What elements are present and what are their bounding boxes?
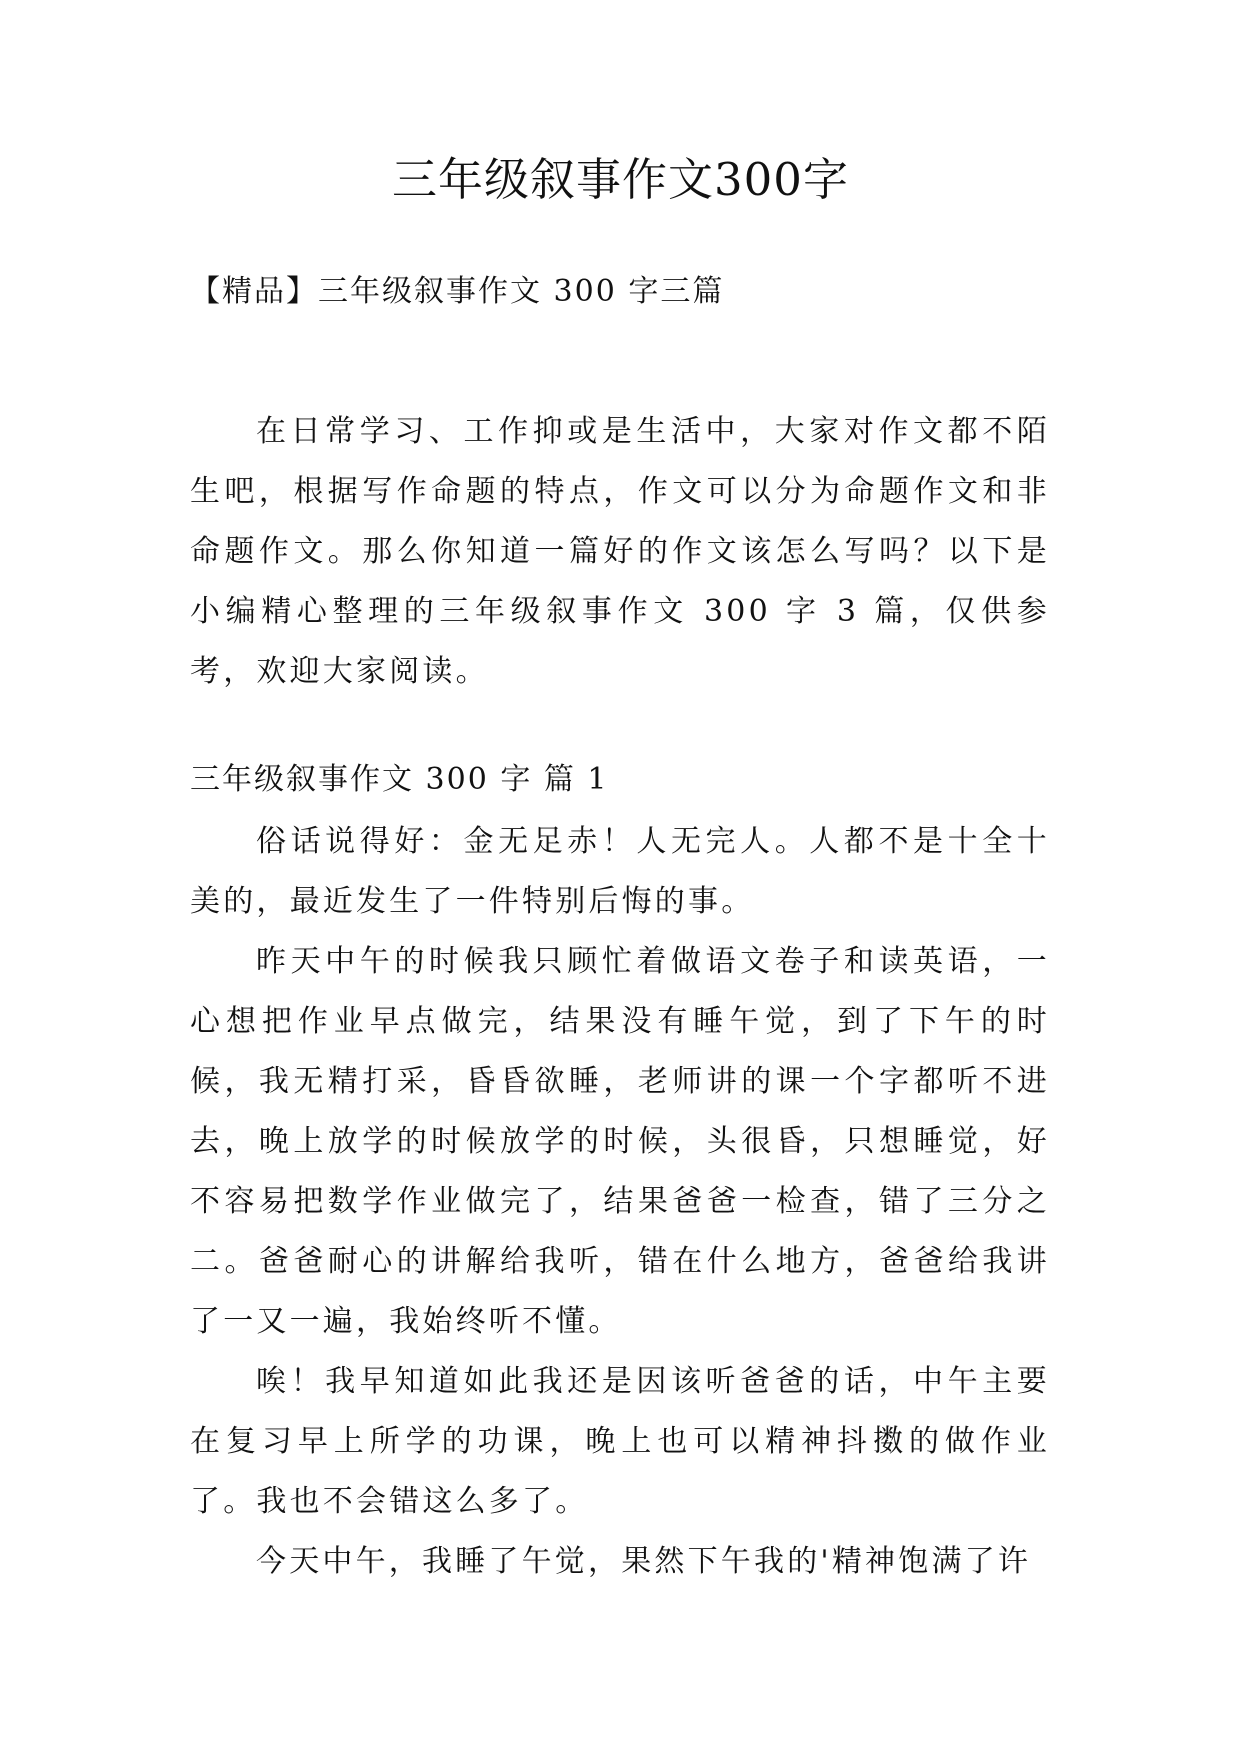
essay-paragraph: 今天中午，我睡了午觉，果然下午我的'精神饱满了许 [256,1544,1032,1579]
document-subtitle: 【精品】三年级叙事作文 300 字三篇 [190,274,725,309]
essay-paragraph: 唉！我早知道如此我还是因该听爸爸的话，中午主要在复习早上所学的功课，晚上也可以精神抖擞的做作业了。我也不会错这么多了。 [190,1364,1050,1519]
essay-body [190,812,1050,1592]
page-title: 三年级叙事作文300字 [392,153,849,206]
section-heading: 三年级叙事作文 300 字 篇 1 [190,762,609,797]
intro-paragraph: 在日常学习、工作抑或是生活中，大家对作文都不陌生吧，根据写作命题的特点，作文可以分为命题作文和非命题作文。那么你知道一篇好的作文该怎么写吗？以下是小编精心整理的三年级叙事作文 300 字 3 篇，仅供参考，欢迎大家阅读。 [190,414,1050,689]
essay-paragraph: 俗话说得好：金无足赤！人无完人。人都不是十全十美的，最近发生了一件特别后悔的事。 [190,824,1050,919]
essay-paragraph: 昨天中午的时候我只顾忙着做语文卷子和读英语，一心想把作业早点做完，结果没有睡午觉，到了下午的时候，我无精打采，昏昏欲睡，老师讲的课一个字都听不进去，晚上放学的时候放学的时候，头很昏，只想睡觉，好不容易把数学作业做完了，结果爸爸一检查，错了三分之二。爸爸耐心的讲解给我听，错在什么地方，爸爸给我讲了一又一遍，我始终听不懂。 [190,944,1050,1339]
